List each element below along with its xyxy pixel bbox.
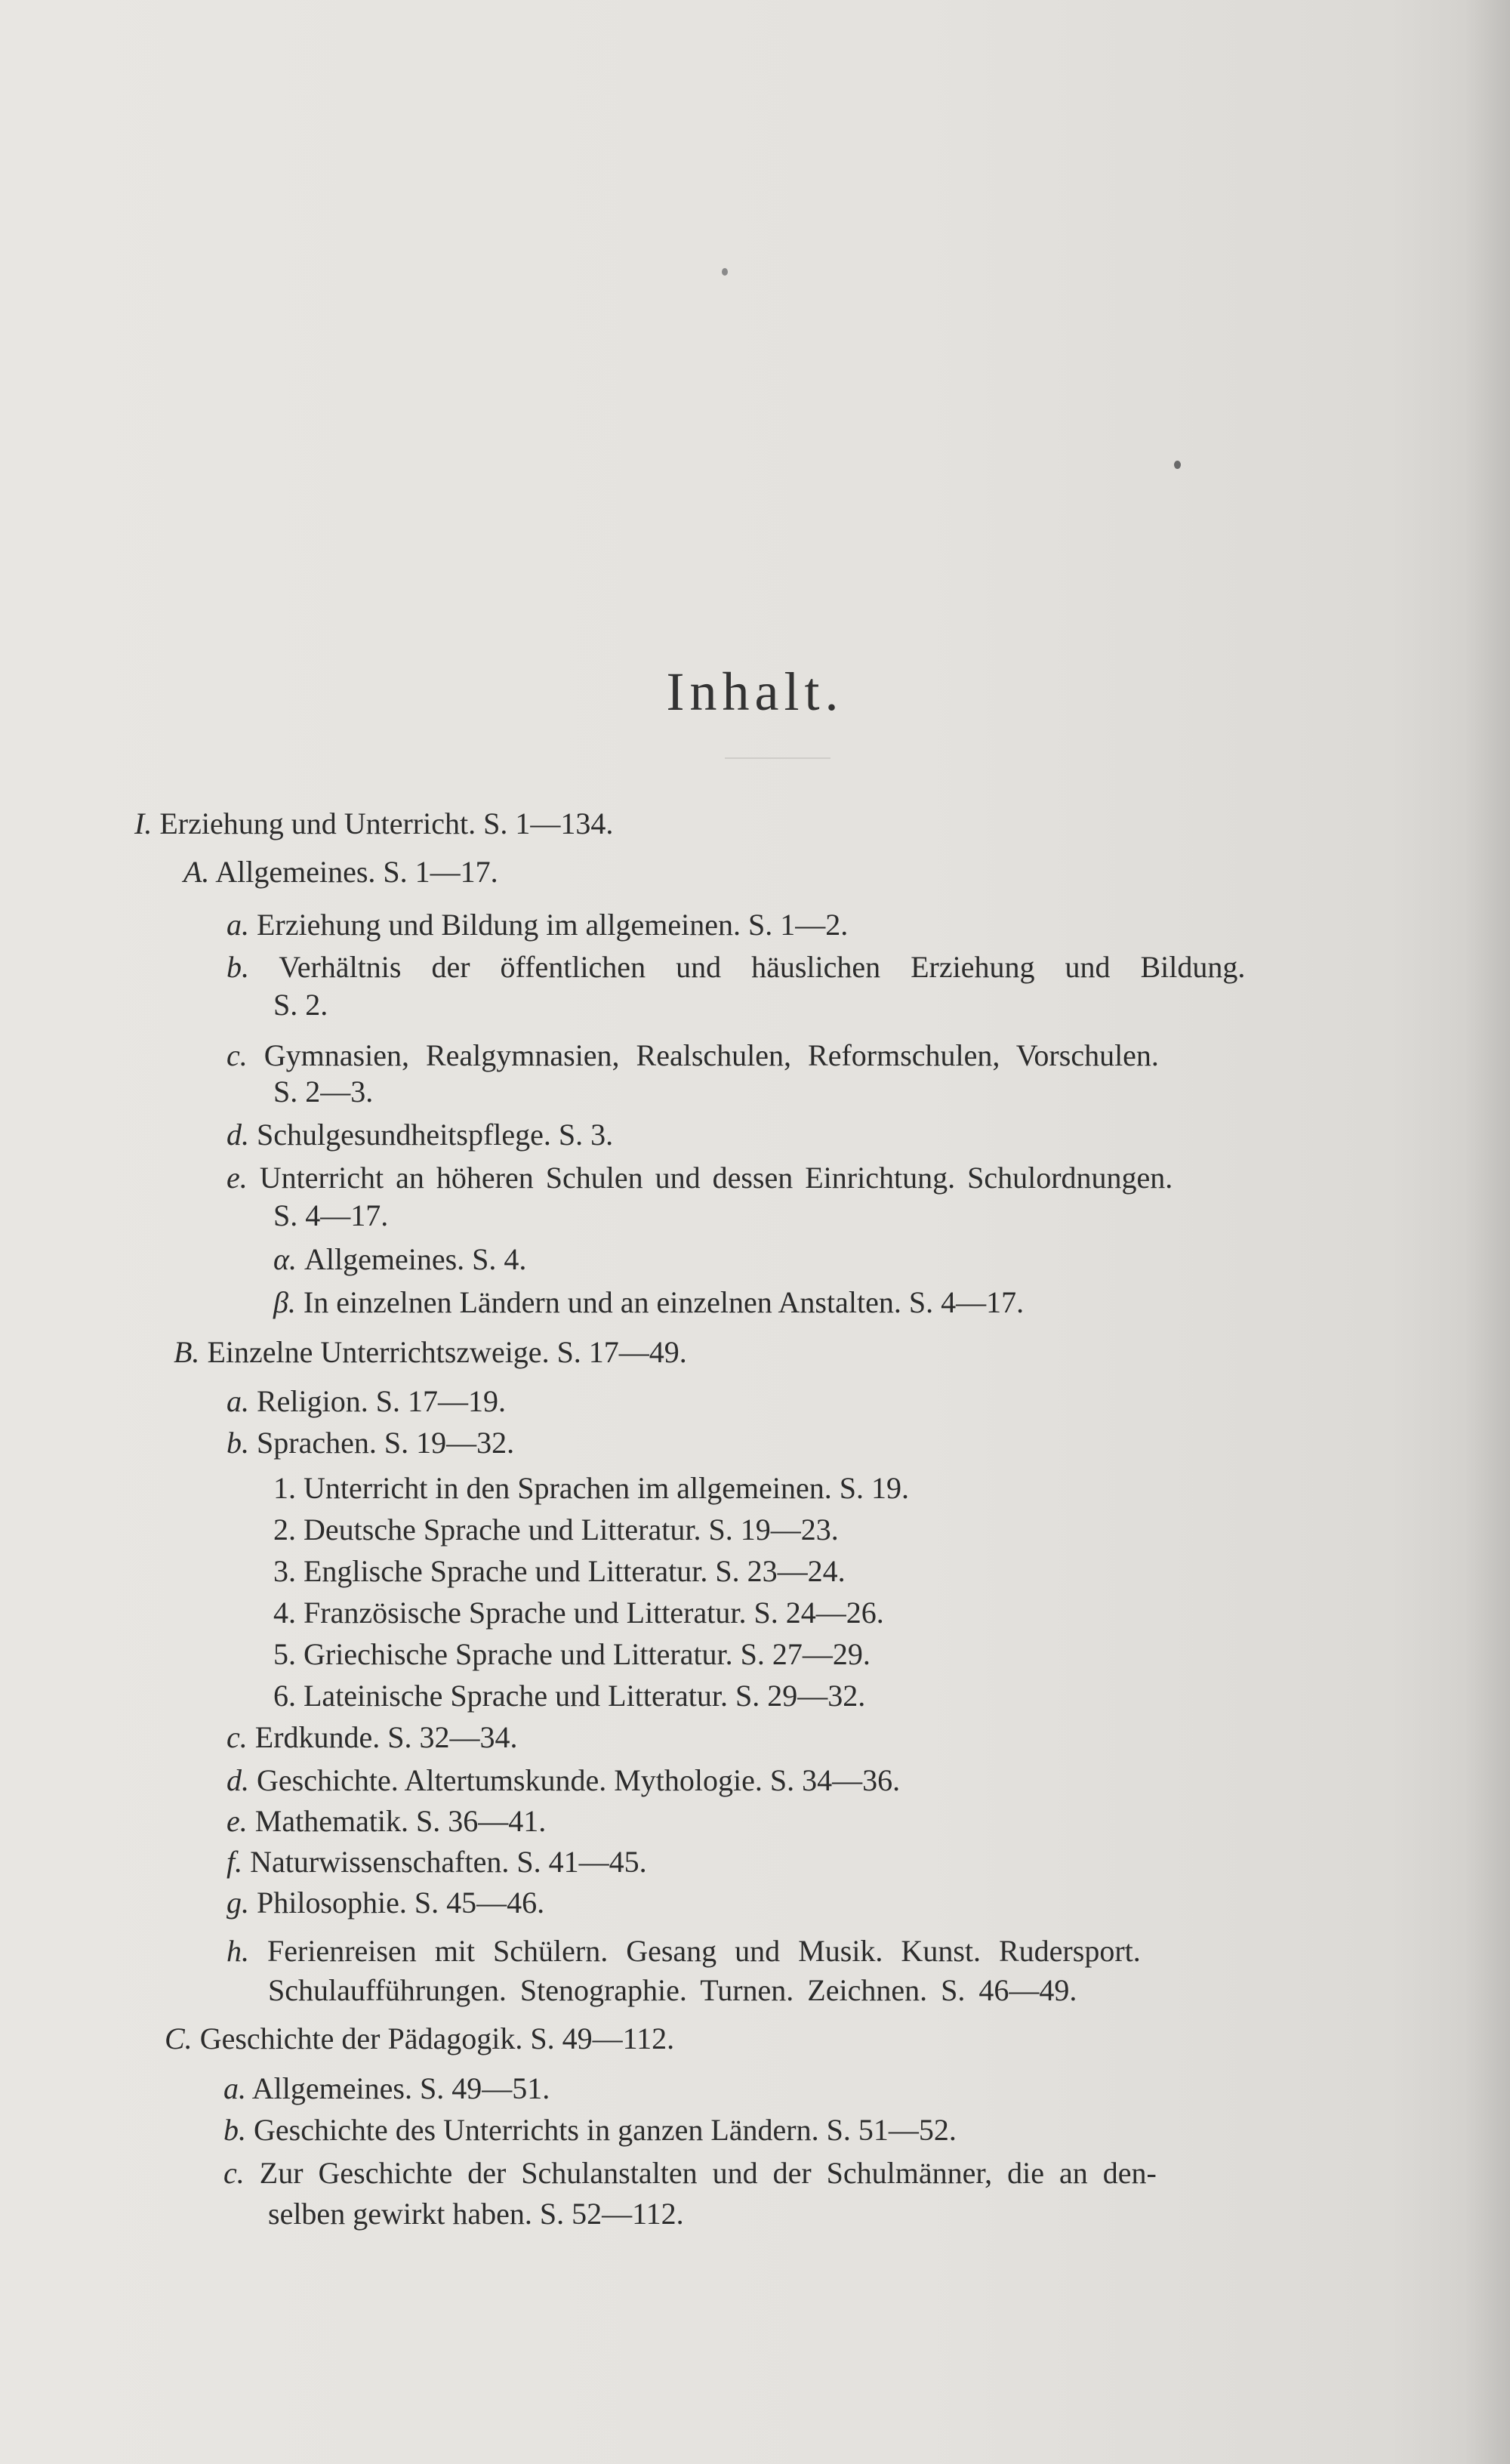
toc-entry-C xyxy=(165,2019,674,2058)
toc-label: c. xyxy=(226,1038,248,1072)
title-rule xyxy=(725,757,830,759)
toc-text: In einzelnen Ländern und an einzelnen Anstalten. S. 4—17. xyxy=(303,1285,1025,1319)
toc-text: Zur Geschichte der Schulanstalten und der Schulmänner, die an den- xyxy=(259,2156,1157,2190)
toc-label: d. xyxy=(226,1763,249,1797)
toc-text: Allgemeines. S. 1—17. xyxy=(215,855,498,889)
toc-text: Philosophie. S. 45—46. xyxy=(257,1886,545,1920)
toc-text: Schulgesundheitspflege. S. 3. xyxy=(257,1118,614,1152)
toc-label: B. xyxy=(174,1335,200,1369)
toc-text: Mathematik. S. 36—41. xyxy=(254,1804,547,1838)
toc-entry-A-b xyxy=(226,948,1245,987)
toc-text: S. 4—17. xyxy=(273,1198,389,1232)
toc-label: e. xyxy=(226,1804,248,1838)
toc-label: C. xyxy=(165,2021,193,2055)
toc-text: S. 2. xyxy=(273,988,328,1022)
toc-text: Verhältnis der öffentlichen und häuslichen Erziehung und Bildung. xyxy=(279,950,1246,984)
toc-label: e. xyxy=(226,1161,248,1195)
toc-label: 3. xyxy=(273,1554,296,1588)
toc-entry-A-e xyxy=(226,1158,1173,1198)
toc-text: Unterricht in den Sprachen im allgemeinen. S. 19. xyxy=(304,1471,910,1505)
toc-entry-A-e-beta xyxy=(273,1283,1024,1322)
paper-speck xyxy=(722,268,728,276)
toc-label: 2. xyxy=(273,1513,296,1547)
toc-entry-C-b xyxy=(223,2111,957,2150)
page-title: Inhalt. xyxy=(666,661,844,722)
toc-entry-B-b xyxy=(226,1423,514,1463)
toc-label: b. xyxy=(226,950,249,984)
toc-label: β. xyxy=(273,1285,296,1319)
paper-speck xyxy=(1174,461,1181,469)
toc-entry-B xyxy=(174,1333,687,1372)
toc-entry-A-a xyxy=(226,905,848,945)
toc-entry-A xyxy=(183,853,498,892)
toc-text: Erziehung und Bildung im allgemeinen. S. 1—2. xyxy=(257,908,849,942)
toc-entry-continuation xyxy=(273,1196,388,1235)
toc-label: α. xyxy=(273,1242,297,1276)
toc-entry-B-a xyxy=(226,1382,506,1421)
toc-entry-A-d xyxy=(226,1115,613,1155)
toc-entry-continuation xyxy=(273,985,328,1025)
toc-text: Sprachen. S. 19—32. xyxy=(257,1426,515,1460)
toc-entry-B-f xyxy=(226,1843,647,1882)
toc-label: 5. xyxy=(273,1637,296,1671)
toc-text: Erdkunde. S. 32—34. xyxy=(254,1720,518,1754)
toc-label: h. xyxy=(226,1934,249,1968)
toc-entry-continuation xyxy=(273,1072,373,1112)
toc-entry-B-d xyxy=(226,1761,900,1800)
page-edge-shadow xyxy=(1465,0,1510,2464)
toc-label: f. xyxy=(226,1845,243,1879)
toc-text: Gymnasien, Realgymnasien, Realschulen, Reformschulen, Vorschulen. xyxy=(263,1038,1159,1072)
toc-label: a. xyxy=(226,1384,249,1418)
toc-label: a. xyxy=(226,908,249,942)
toc-text: Unterricht an höheren Schulen und dessen Einrichtung. Schulordnungen. xyxy=(259,1161,1173,1195)
toc-text: Griechische Sprache und Litteratur. S. 27—29. xyxy=(304,1637,871,1671)
toc-label: c. xyxy=(226,1720,248,1754)
toc-label: d. xyxy=(226,1118,249,1152)
toc-entry-B-g xyxy=(226,1883,544,1923)
toc-text: Geschichte der Pädagogik. S. 49—112. xyxy=(199,2021,675,2055)
toc-label: b. xyxy=(226,1426,249,1460)
toc-entry-B-b-4 xyxy=(273,1593,884,1633)
toc-label: a. xyxy=(223,2071,246,2105)
toc-entry-C-a xyxy=(223,2069,550,2108)
toc-text: Erziehung und Unterricht. S. 1—134. xyxy=(159,806,614,840)
toc-label: 1. xyxy=(273,1471,296,1505)
toc-entry-A-e-alpha xyxy=(273,1240,526,1279)
toc-entry-continuation xyxy=(268,2194,684,2234)
toc-text: Geschichte. Altertumskunde. Mythologie. S. 34—36. xyxy=(257,1763,901,1797)
toc-text: S. 2—3. xyxy=(273,1075,374,1109)
toc-text: Allgemeines. S. 4. xyxy=(304,1242,527,1276)
toc-text: Lateinische Sprache und Litteratur. S. 29—32. xyxy=(304,1679,866,1713)
toc-entry-B-b-3 xyxy=(273,1552,846,1591)
toc-label: A. xyxy=(183,855,210,889)
toc-entry-B-b-5 xyxy=(273,1635,871,1674)
toc-entry-B-h xyxy=(226,1932,1141,1971)
toc-text: Religion. S. 17—19. xyxy=(257,1384,507,1418)
toc-entry-B-e xyxy=(226,1802,546,1841)
toc-text: Allgemeines. S. 49—51. xyxy=(251,2071,550,2105)
toc-entry-B-b-2 xyxy=(273,1510,839,1550)
toc-label: c. xyxy=(223,2156,245,2190)
toc-text: selben gewirkt haben. S. 52—112. xyxy=(268,2197,684,2231)
toc-text: Schulaufführungen. Stenographie. Turnen. Zeichnen. S. 46—49. xyxy=(268,1973,1077,2007)
toc-text: Geschichte des Unterrichts in ganzen Ländern. S. 51—52. xyxy=(254,2113,957,2147)
toc-text: Deutsche Sprache und Litteratur. S. 19—23. xyxy=(304,1513,839,1547)
toc-label: b. xyxy=(223,2113,246,2147)
toc-entry-C-c xyxy=(223,2154,1157,2193)
toc-label: 4. xyxy=(273,1596,296,1630)
toc-label: 6. xyxy=(273,1679,296,1713)
toc-text: Ferienreisen mit Schülern. Gesang und Musik. Kunst. Rudersport. xyxy=(267,1934,1141,1968)
toc-entry-continuation xyxy=(268,1971,1077,2010)
toc-entry-I xyxy=(134,804,613,843)
toc-label: I. xyxy=(134,806,153,840)
toc-text: Einzelne Unterrichtszweige. S. 17—49. xyxy=(207,1335,687,1369)
toc-label: g. xyxy=(226,1886,249,1920)
toc-text: Französische Sprache und Litteratur. S. 24—26. xyxy=(304,1596,884,1630)
toc-entry-B-b-1 xyxy=(273,1469,909,1508)
toc-text: Naturwissenschaften. S. 41—45. xyxy=(250,1845,647,1879)
toc-entry-B-c xyxy=(226,1718,518,1757)
toc-text: Englische Sprache und Litteratur. S. 23—24. xyxy=(304,1554,846,1588)
toc-entry-A-c xyxy=(226,1036,1159,1075)
toc-entry-B-b-6 xyxy=(273,1676,865,1716)
